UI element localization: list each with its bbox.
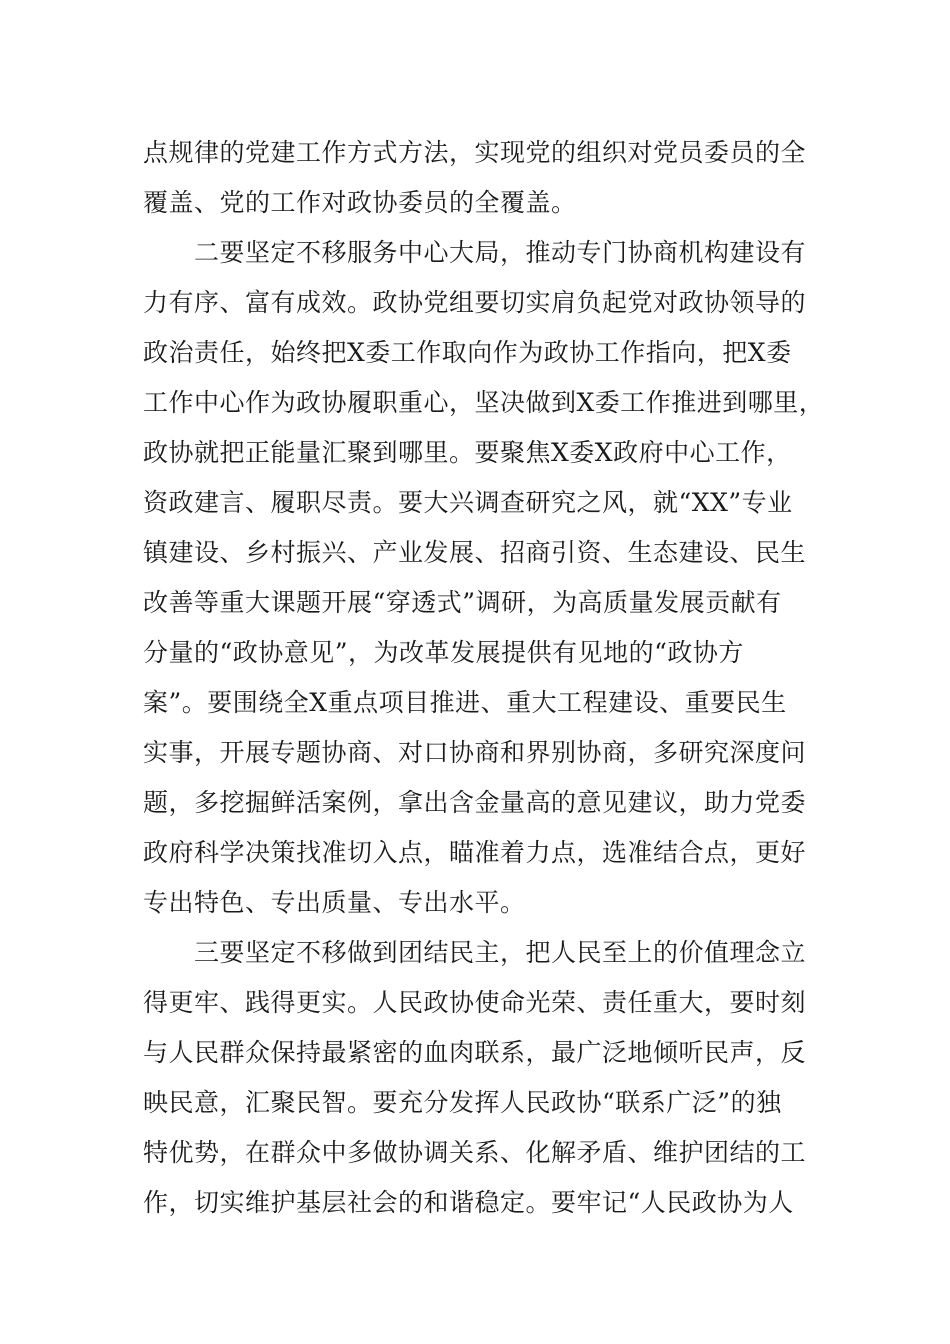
text-line: 分量的“政协意见”，为改革发展提供有见地的“政协方 [143,638,744,667]
text-line: 改善等重大课题开展“穿透式”调研，为高质量发展贡献有 [143,588,782,617]
text-line: 政治责任，始终把X委工作取向作为政协工作指向，把X委 [143,338,792,367]
text-line: 政府科学决策找准切入点，瞄准着力点，选准结合点，更好 [143,838,807,867]
text-line: 政协就把正能量汇聚到哪里。要聚焦X委X政府中心工作， [143,438,792,467]
document-body [143,128,825,1228]
text-line: 题，多挖掘鲜活案例，拿出含金量高的意见建议，助力党委 [143,788,807,817]
text-line: 点规律的党建工作方式方法，实现党的组织对党员委员的全 [143,138,807,167]
text-line: 作，切实维护基层社会的和谐稳定。要牢记“人民政协为人 [143,1188,794,1217]
text-line: 特优势，在群众中多做协调关系、化解矛盾、维护团结的工 [143,1138,807,1167]
text-line: 覆盖、党的工作对政协委员的全覆盖。 [143,188,577,217]
text-line: 案”。要围绕全X重点项目推进、重大工程建设、重要民生 [143,688,787,717]
text-line: 映民意，汇聚民智。要充分发挥人民政协“联系广泛”的独 [143,1088,782,1117]
paragraph-start-line: 三要坚定不移做到团结民主，把人民至上的价值理念立 [194,938,807,967]
paragraph-start-line: 二要坚定不移服务中心大局，推动专门协商机构建设有 [194,238,807,267]
text-line: 专出特色、专出质量、专出水平。 [143,888,526,917]
text-line: 工作中心作为政协履职重心，坚决做到X委工作推进到哪里， [143,388,825,417]
text-line: 力有序、富有成效。政协党组要切实肩负起党对政协领导的 [143,288,807,317]
text-line: 资政建言、履职尽责。要大兴调查研究之风，就“XX”专业 [143,488,793,517]
text-line: 与人民群众保持最紧密的血肉联系，最广泛地倾听民声，反 [143,1038,807,1067]
text-line: 实事，开展专题协商、对口协商和界别协商，多研究深度问 [143,738,807,767]
text-line: 镇建设、乡村振兴、产业发展、招商引资、生态建设、民生 [143,538,807,567]
text-line: 得更牢、践得更实。人民政协使命光荣、责任重大，要时刻 [143,988,807,1017]
